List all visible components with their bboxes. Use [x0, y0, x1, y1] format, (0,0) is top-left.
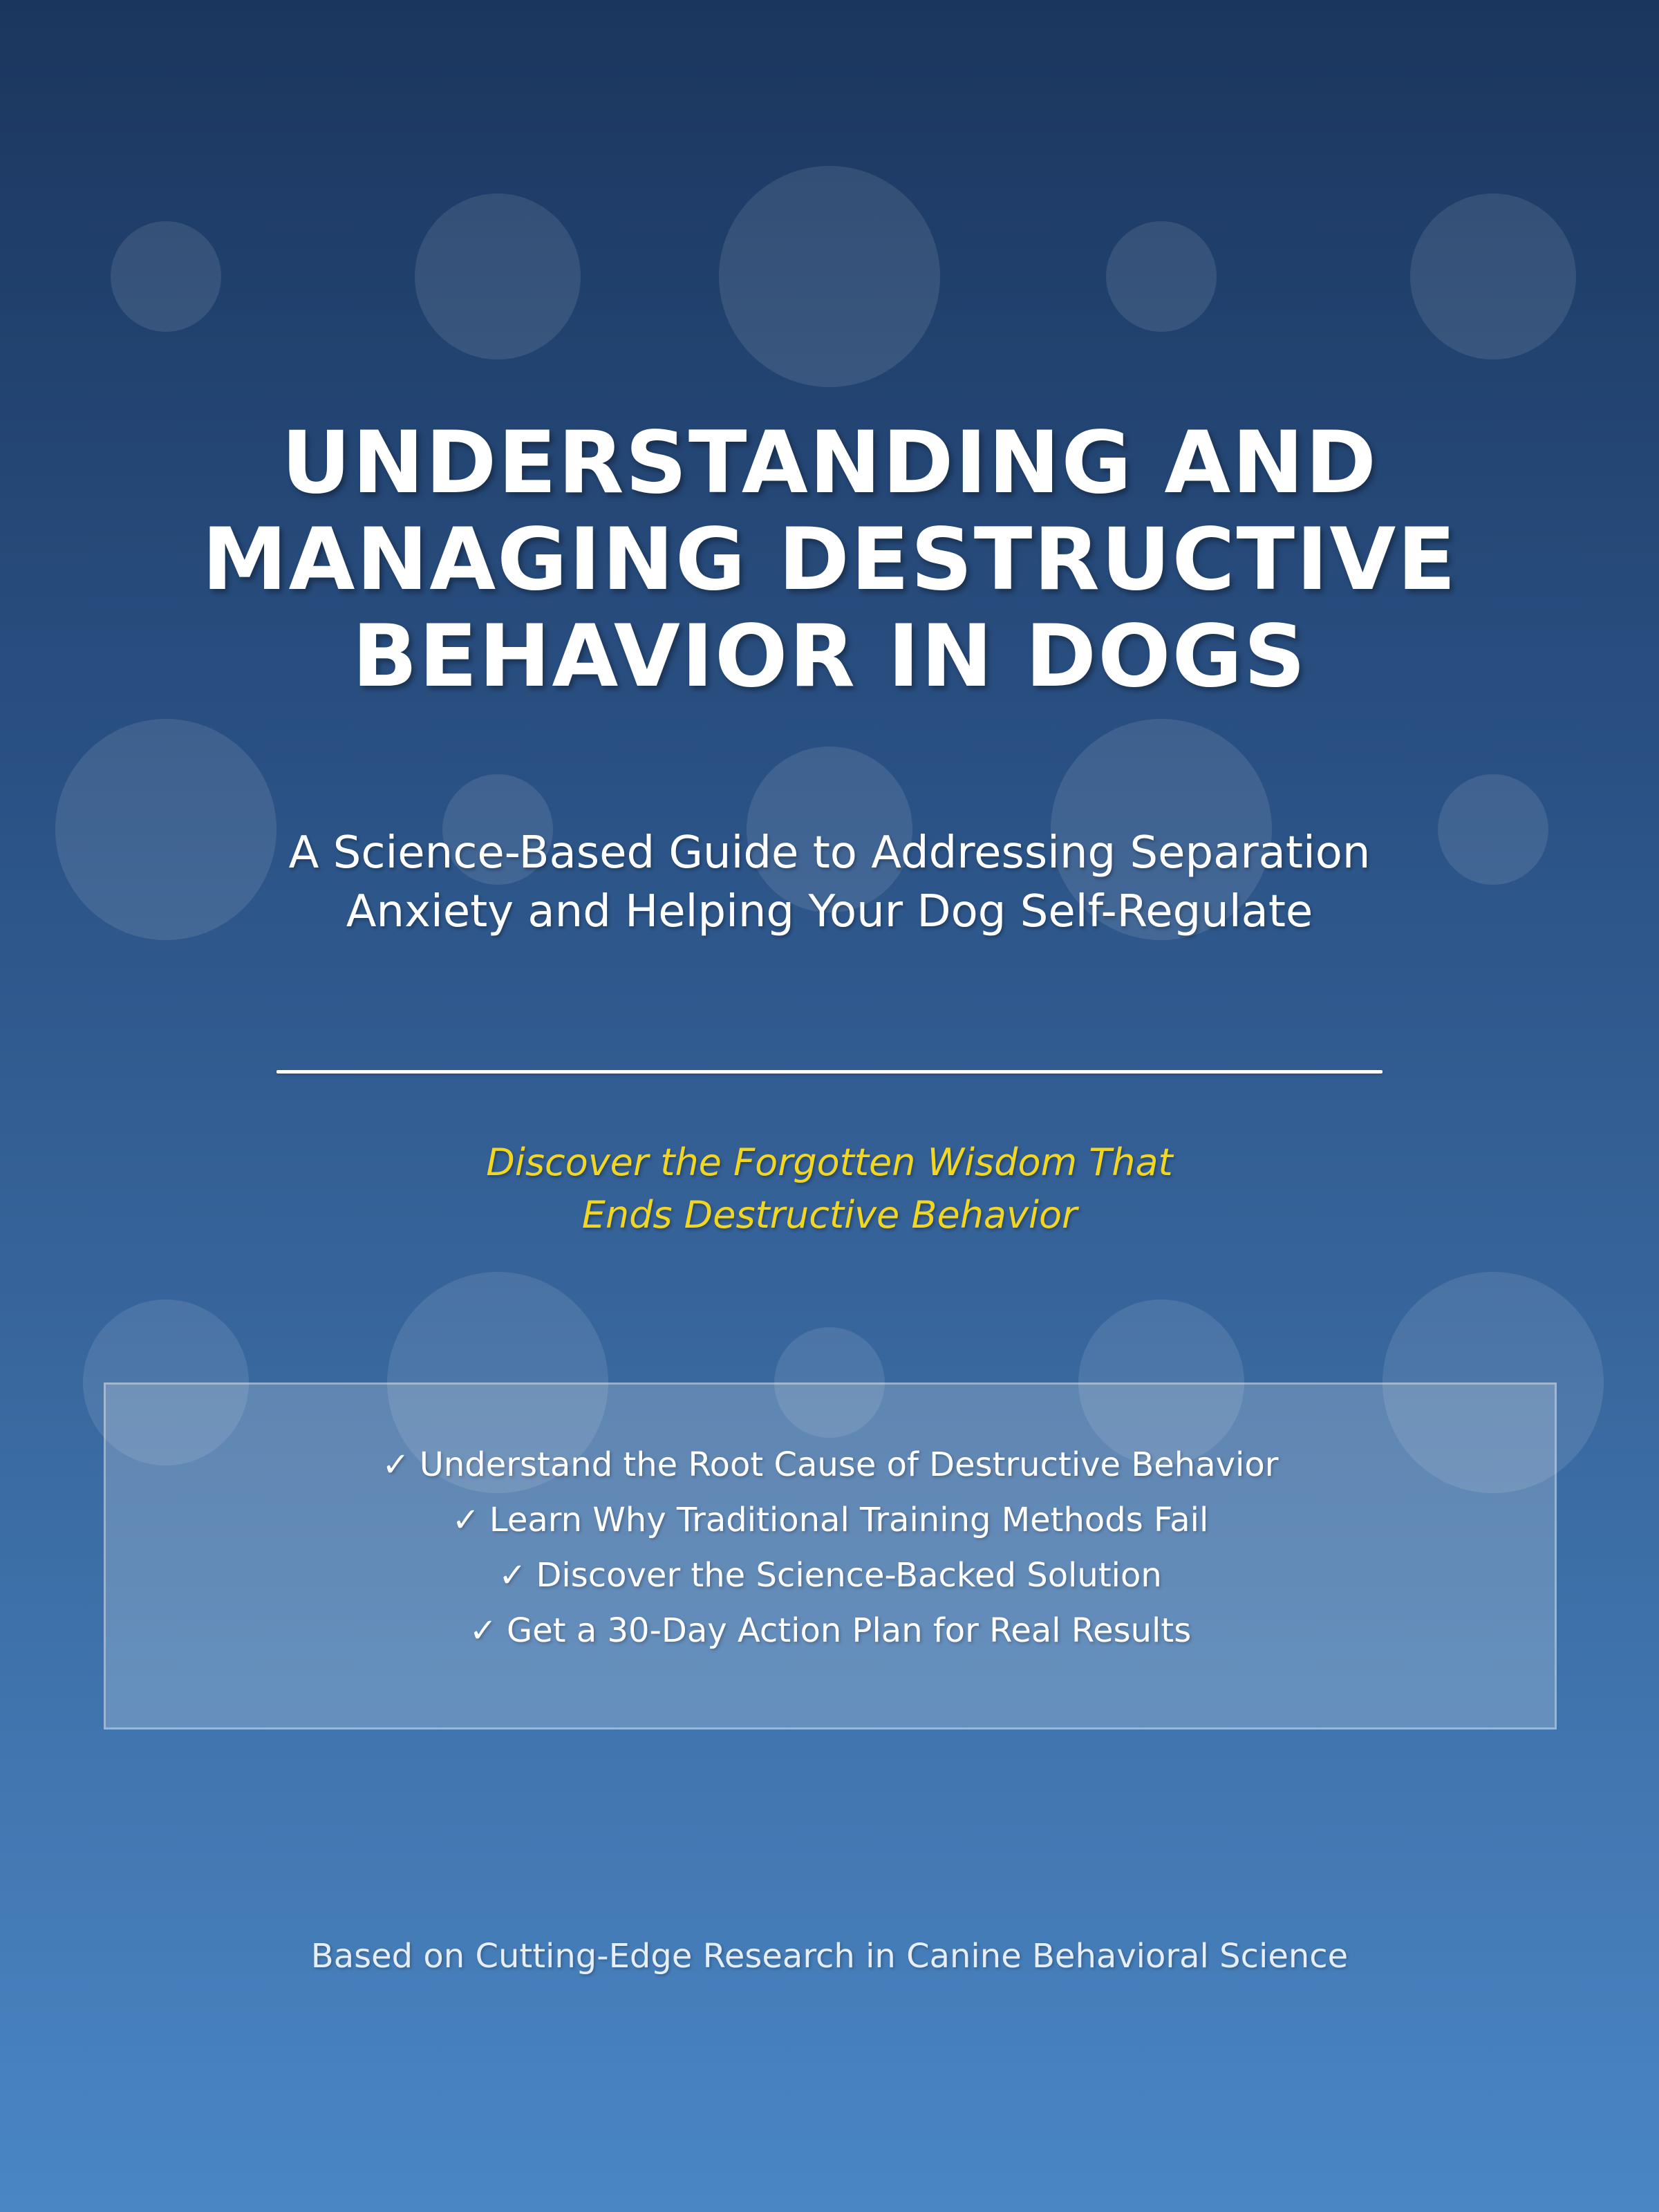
benefit-item — [106, 1548, 1555, 1603]
benefit-text: Learn Why Traditional Training Methods Fail — [489, 1501, 1209, 1539]
benefit-text: Get a 30-Day Action Plan for Real Results — [507, 1611, 1192, 1650]
cover-title: UNDERSTANDING AND MANAGING DESTRUCTIVE BEHAVIOR IN DOGS — [202, 413, 1457, 706]
benefits-list — [106, 1385, 1555, 1658]
benefit-item — [106, 1437, 1555, 1492]
divider-line — [276, 1070, 1382, 1074]
cover-subtitle: A Science-Based Guide to Addressing Separation Anxiety and Helping Your Dog Self-Regulate — [288, 827, 1371, 937]
benefit-item — [106, 1603, 1555, 1658]
decor-circle — [415, 194, 581, 359]
cover-footer-note: Based on Cutting-Edge Research in Canine Behavioral Science — [310, 1937, 1349, 1976]
decor-circle — [1106, 221, 1217, 332]
decor-circle — [1410, 194, 1576, 359]
cover-tagline — [276, 1136, 1382, 1241]
decor-circle — [55, 719, 276, 940]
decor-circle — [719, 166, 940, 387]
decor-circle — [1438, 774, 1548, 885]
tagline-line-2: Ends Destructive Behavior — [581, 1193, 1078, 1237]
checkmark-icon: ✓ — [469, 1611, 498, 1650]
checkmark-icon: ✓ — [451, 1501, 480, 1539]
checkmark-icon: ✓ — [382, 1445, 410, 1484]
benefit-text: Discover the Science-Backed Solution — [536, 1556, 1162, 1595]
benefits-box — [104, 1382, 1557, 1730]
tagline-line-1: Discover the Forgotten Wisdom That — [486, 1141, 1173, 1184]
benefit-text: Understand the Root Cause of Destructive Behavior — [419, 1445, 1279, 1484]
benefit-item — [106, 1492, 1555, 1548]
checkmark-icon: ✓ — [498, 1556, 527, 1595]
decor-circle — [111, 221, 221, 332]
